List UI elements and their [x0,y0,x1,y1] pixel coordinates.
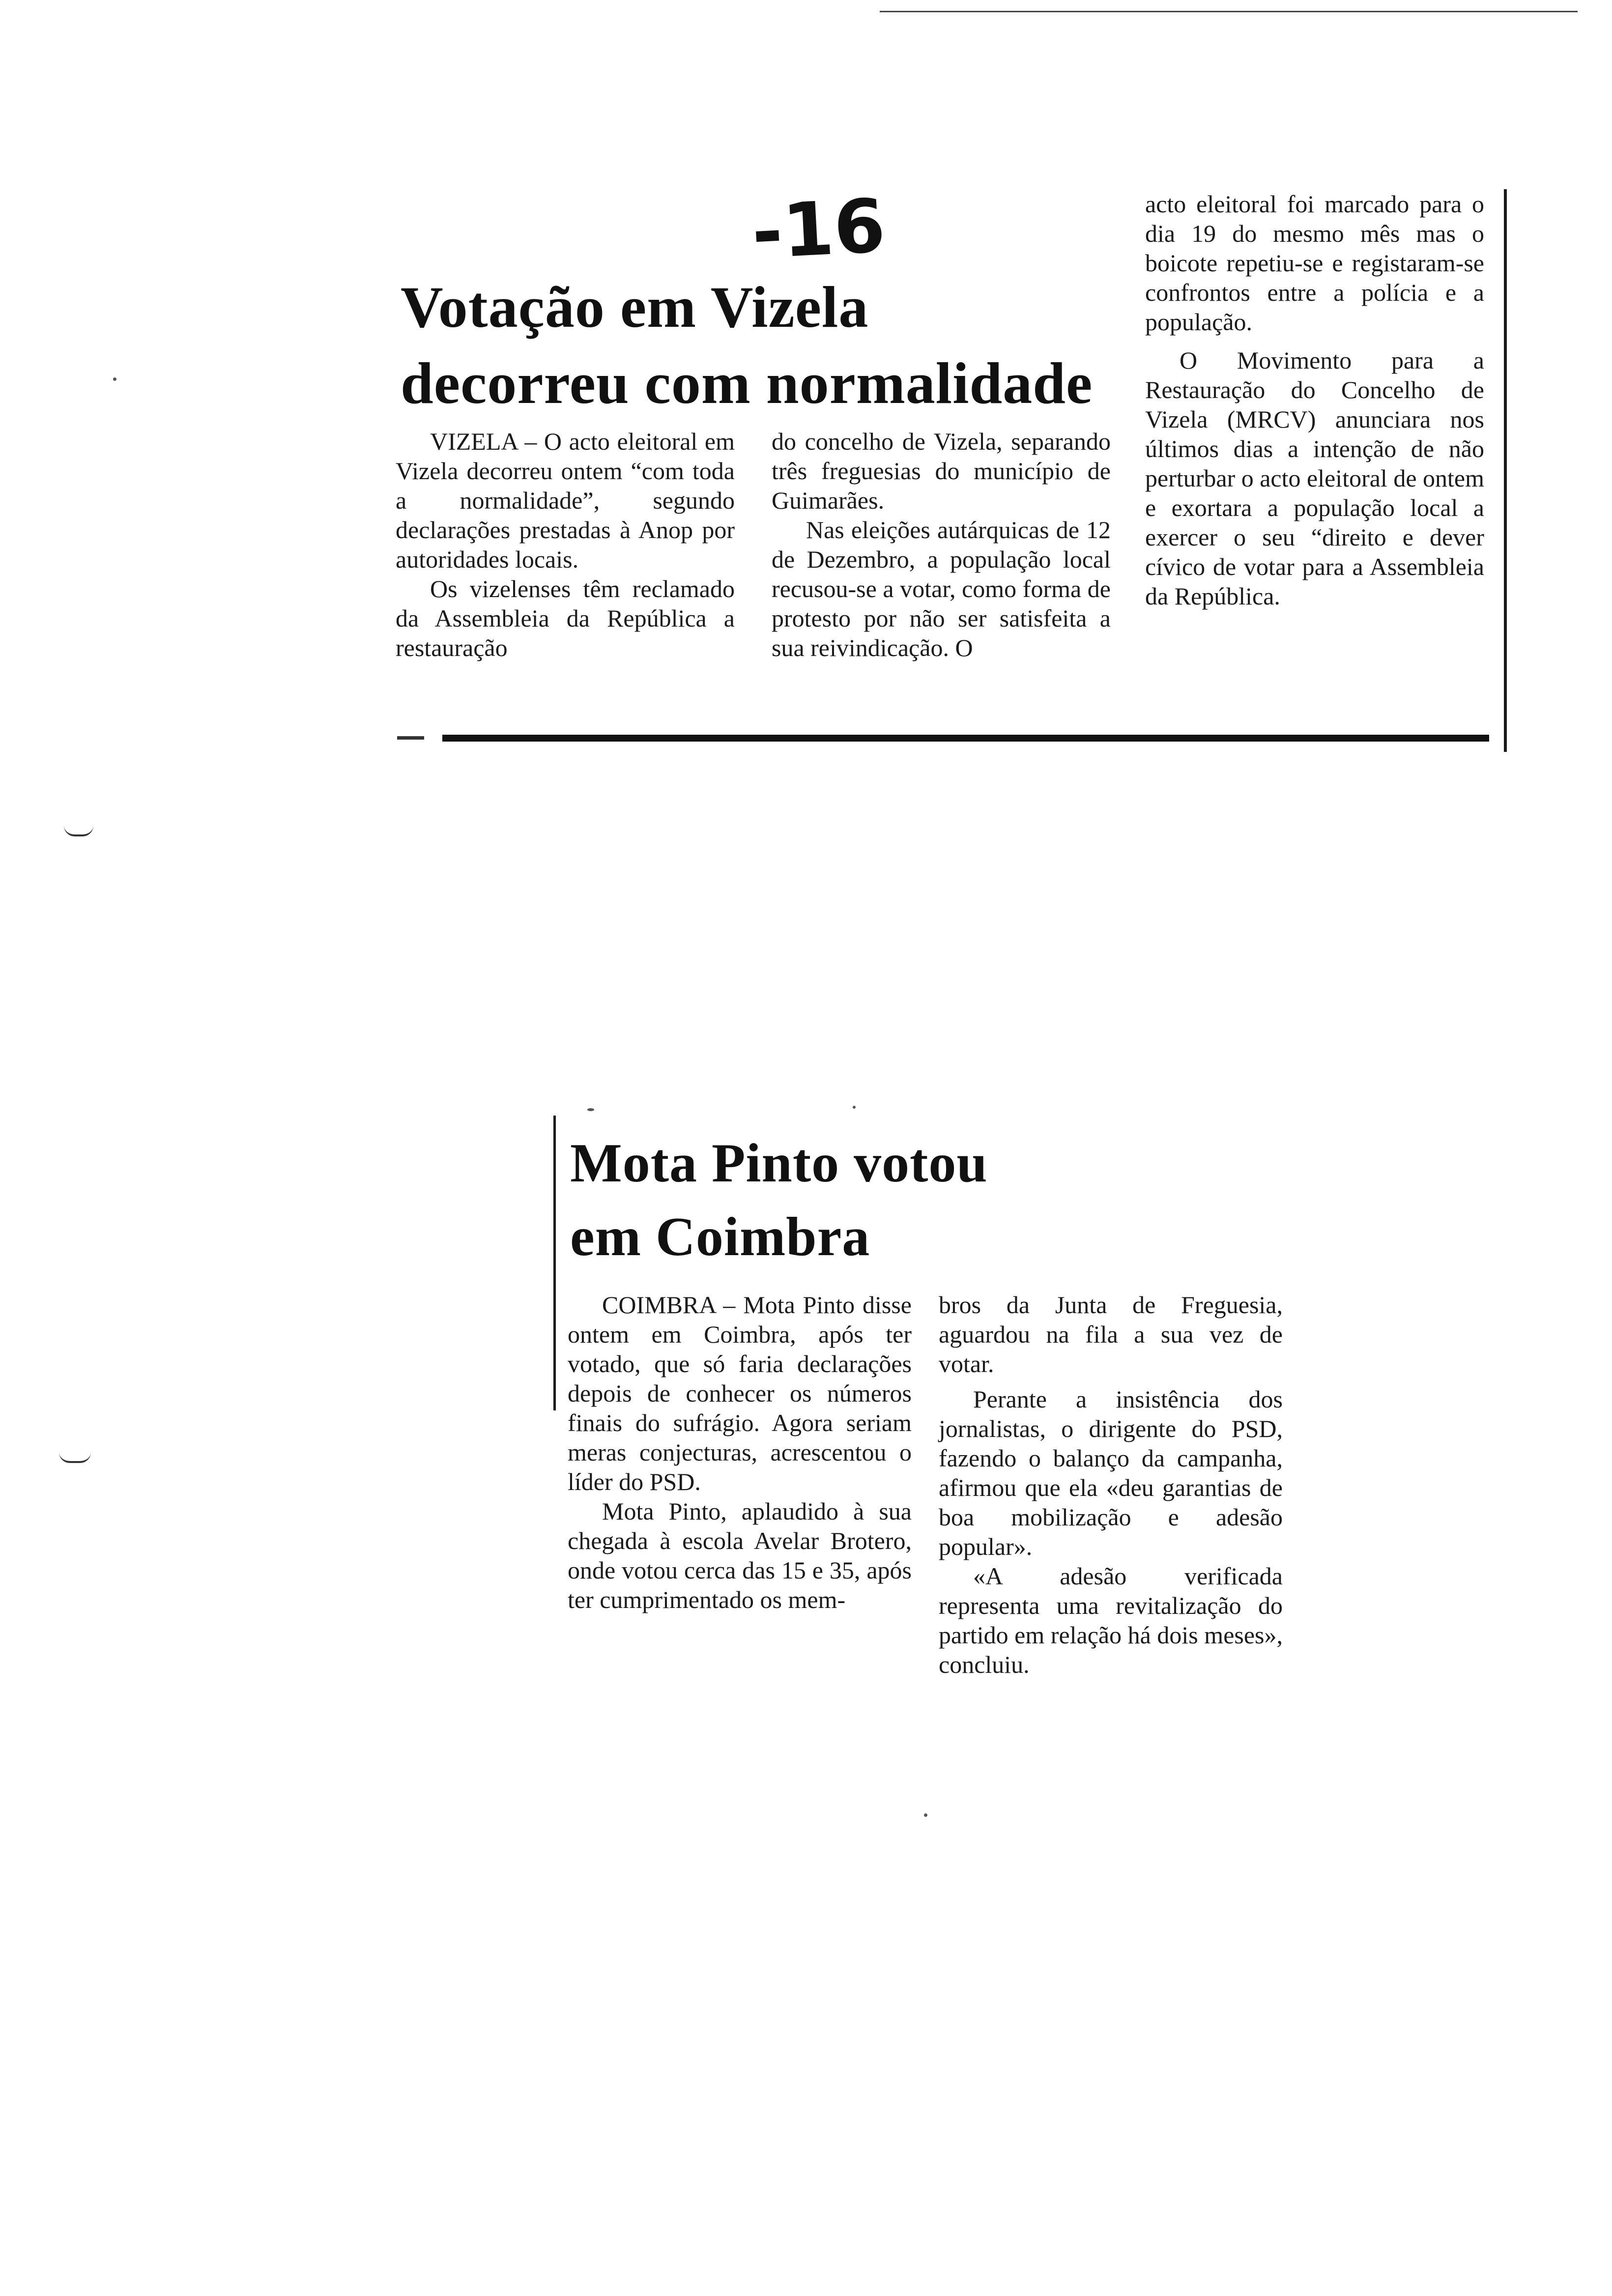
article-coimbra-col2-paragraph-1: bros da Junta de Freguesia, aguardou na fila a sua vez de votar. [939,1291,1283,1378]
article-coimbra-column-1 [568,1290,912,1614]
scan-artifact-mark-1 [64,826,93,836]
scan-artifact-dot-4 [853,1106,856,1109]
article-coimbra-column-2 [939,1290,1283,1679]
article-vizela-right-rule [1504,189,1507,752]
article-vizela-col2-paragraph-1: do concelho de Vizela, separando três freguesias do município de Guimarães. [772,428,1111,514]
article-coimbra-col2-paragraph-2: Perante a insistência dos jornalistas, o dirigente do PSD, fazendo o balanço da campanha, afirmou que ela «deu garantias de boa mobilização e adesão popular». [939,1385,1283,1560]
article-vizela-column-3 [1145,189,1484,611]
article-vizela-col1-paragraph-2: Os vizelenses têm reclamado da Assembleia da República a restauração [396,575,735,661]
article-coimbra-col1-paragraph-1: COIMBRA – Mota Pinto disse ontem em Coimbra, após ter votado, que só faria declarações depois de conhecer os números finais do sufrágio. Agora seriam meras conjecturas, acrescentou o líder do PSD. [568,1291,912,1495]
article-vizela-headline-line1: Votação em Vizela [401,274,869,340]
scan-artifact-dot-1 [113,377,116,381]
article-coimbra-col1-paragraph-2: Mota Pinto, aplaudido à sua chegada à escola Avelar Brotero, onde votou cerca das 15 e 35, após ter cumprimentado os mem- [568,1497,912,1613]
article-coimbra-left-rule [553,1116,556,1410]
article-vizela-col3-paragraph-1: acto eleitoral foi marcado para o dia 19 do mesmo mês mas o boicote repetiu-se e registaram-se confrontos entre a polícia e a população. [1145,190,1484,336]
article-vizela-bottom-rule [442,735,1489,742]
scan-artifact-dot-3 [587,1108,594,1111]
article-vizela-column-1 [396,427,735,662]
article-vizela-col3-paragraph-2: O Movimento para a Restauração do Concelho de Vizela (MRCV) anunciara nos últimos dias a intenção de não perturbar o acto eleitoral de ontem e exortara a população local a exercer o seu “direito e dever cívico de votar para a Assembleia da República. [1145,346,1484,610]
scan-edge-line [880,11,1578,12]
article-coimbra-headline-line1: Mota Pinto votou [570,1133,988,1194]
article-vizela-column-2 [772,427,1111,662]
scan-artifact-mark-2 [59,1452,91,1463]
article-coimbra-headline-line2: em Coimbra [570,1206,870,1267]
article-vizela-bottom-rule-mark [397,736,424,740]
article-vizela-headline-line2: decorreu com normalidade [401,350,1093,416]
article-vizela-col2-paragraph-2: Nas eleições autárquicas de 12 de Dezembro, a população local recusou-se a votar, como forma de protesto por não ser satisfeita a sua reivindicação. O [772,516,1111,661]
article-coimbra-col2-paragraph-3: «A adesão verificada representa uma revitalização do partido em relação há dois meses», concluiu. [939,1562,1283,1678]
scan-artifact-dot-2 [924,1813,927,1817]
handwritten-page-mark: -16 [749,183,888,276]
article-vizela-col1-paragraph-1: VIZELA – O acto eleitoral em Vizela decorreu ontem “com toda a normalidade”, segundo declarações prestadas à Anop por autoridades locais. [396,428,735,573]
